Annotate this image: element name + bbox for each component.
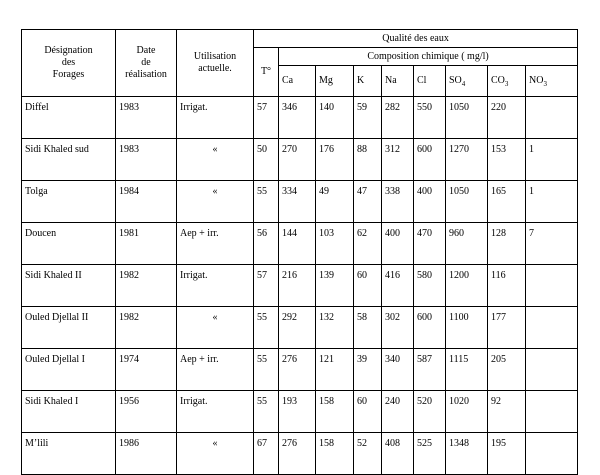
table-cell: 1050	[446, 181, 488, 223]
table-cell: 193	[279, 391, 316, 433]
table-cell: 144	[279, 223, 316, 265]
table-cell: 1100	[446, 307, 488, 349]
header-ion: $NO_3$	[526, 66, 578, 97]
table-cell: 1348	[446, 433, 488, 475]
table-cell: 57	[254, 265, 279, 307]
forage-name-cell: Sidi Khaled I	[22, 391, 116, 433]
table-cell: 195	[488, 433, 526, 475]
table-row	[22, 349, 578, 391]
header-composition: Composition chimique ( mg/l)	[279, 48, 578, 66]
table-row	[22, 181, 578, 223]
header-utilisation: Utilisation actuelle.	[177, 30, 254, 97]
table-cell	[526, 265, 578, 307]
table-cell: 62	[354, 223, 382, 265]
table-cell: «	[177, 433, 254, 475]
table-cell: 520	[414, 391, 446, 433]
table-cell: 140	[316, 97, 354, 139]
table-cell: 1986	[116, 433, 177, 475]
water-quality-table	[21, 29, 578, 475]
table-cell: 282	[382, 97, 414, 139]
table-cell: 52	[354, 433, 382, 475]
table-cell: 60	[354, 391, 382, 433]
table-cell: 177	[488, 307, 526, 349]
table-cell: 116	[488, 265, 526, 307]
table-cell: Aep + irr.	[177, 223, 254, 265]
table-cell: 176	[316, 139, 354, 181]
table-cell: 128	[488, 223, 526, 265]
table-cell: 1974	[116, 349, 177, 391]
table-cell: 400	[382, 223, 414, 265]
table-cell	[526, 307, 578, 349]
table-cell: 1	[526, 181, 578, 223]
table-cell: 340	[382, 349, 414, 391]
table-cell: 416	[382, 265, 414, 307]
table-cell: 55	[254, 391, 279, 433]
table-cell: 7	[526, 223, 578, 265]
table-cell: 587	[414, 349, 446, 391]
table-cell: 338	[382, 181, 414, 223]
table-cell: 1050	[446, 97, 488, 139]
header-ion: $CO_3$	[488, 66, 526, 97]
table-cell: 92	[488, 391, 526, 433]
table-cell	[526, 349, 578, 391]
table-cell: 525	[414, 433, 446, 475]
table-cell: Aep + irr.	[177, 349, 254, 391]
table-row	[22, 307, 578, 349]
header-qualite: Qualité des eaux	[254, 30, 578, 48]
table-cell: 400	[414, 181, 446, 223]
table-cell: 312	[382, 139, 414, 181]
table-cell: 302	[382, 307, 414, 349]
table-cell: 1982	[116, 265, 177, 307]
table-cell: 408	[382, 433, 414, 475]
table-cell: 276	[279, 349, 316, 391]
table-cell: 292	[279, 307, 316, 349]
table-cell: 47	[354, 181, 382, 223]
table-cell: 55	[254, 349, 279, 391]
table-cell: 1982	[116, 307, 177, 349]
table-cell: 50	[254, 139, 279, 181]
table-cell: 1270	[446, 139, 488, 181]
table-row	[22, 391, 578, 433]
forage-name-cell: Ouled Djellal I	[22, 349, 116, 391]
table-cell: 67	[254, 433, 279, 475]
table-cell: 88	[354, 139, 382, 181]
table-cell: 57	[254, 97, 279, 139]
table-cell: 103	[316, 223, 354, 265]
table-cell: 1984	[116, 181, 177, 223]
header-date: Date de réalisation	[116, 30, 177, 97]
table-cell: «	[177, 307, 254, 349]
table-cell: 153	[488, 139, 526, 181]
table-cell: 600	[414, 307, 446, 349]
table-cell	[526, 433, 578, 475]
table-cell: 121	[316, 349, 354, 391]
table-cell: 59	[354, 97, 382, 139]
table-cell: «	[177, 181, 254, 223]
table-cell: 276	[279, 433, 316, 475]
table-cell: 165	[488, 181, 526, 223]
forage-name-cell: Sidi Khaled II	[22, 265, 116, 307]
table-cell: 600	[414, 139, 446, 181]
table-cell: 1200	[446, 265, 488, 307]
table-cell: 1983	[116, 97, 177, 139]
table-cell: 220	[488, 97, 526, 139]
table-cell: 39	[354, 349, 382, 391]
table-cell: 580	[414, 265, 446, 307]
table-cell: 1115	[446, 349, 488, 391]
table-cell: 1	[526, 139, 578, 181]
table-cell: 58	[354, 307, 382, 349]
table-row	[22, 265, 578, 307]
table-row	[22, 97, 578, 139]
table-cell: 139	[316, 265, 354, 307]
table-row	[22, 223, 578, 265]
table-cell: 1983	[116, 139, 177, 181]
table-cell: 60	[354, 265, 382, 307]
table-cell: 240	[382, 391, 414, 433]
table-cell: 55	[254, 181, 279, 223]
table-cell: 56	[254, 223, 279, 265]
header-ion: K	[354, 66, 382, 97]
table-cell: 334	[279, 181, 316, 223]
table-cell: 205	[488, 349, 526, 391]
table-cell	[526, 391, 578, 433]
header-ion: Mg	[316, 66, 354, 97]
table-cell: Irrigat.	[177, 265, 254, 307]
header-ion: Na	[382, 66, 414, 97]
table-cell: Irrigat.	[177, 97, 254, 139]
forage-name-cell: M’lili	[22, 433, 116, 475]
table-cell: 132	[316, 307, 354, 349]
table-cell: 158	[316, 391, 354, 433]
header-temperature: T°	[254, 48, 279, 97]
table-cell: 1020	[446, 391, 488, 433]
table-cell: «	[177, 139, 254, 181]
header-ion: Cl	[414, 66, 446, 97]
table-cell: 550	[414, 97, 446, 139]
table-cell	[526, 97, 578, 139]
header-designation: Désignation des Forages	[22, 30, 116, 97]
table-cell: 470	[414, 223, 446, 265]
table-cell: 49	[316, 181, 354, 223]
forage-name-cell: Diffel	[22, 97, 116, 139]
table-cell: 216	[279, 265, 316, 307]
header-ion: Ca	[279, 66, 316, 97]
table-cell: 1981	[116, 223, 177, 265]
table-cell: 346	[279, 97, 316, 139]
table-cell: 1956	[116, 391, 177, 433]
header-ion: $SO_4$	[446, 66, 488, 97]
table-row	[22, 433, 578, 475]
table-cell: 55	[254, 307, 279, 349]
forage-name-cell: Sidi Khaled sud	[22, 139, 116, 181]
table-row	[22, 139, 578, 181]
table-cell: 158	[316, 433, 354, 475]
forage-name-cell: Tolga	[22, 181, 116, 223]
forage-name-cell: Ouled Djellal II	[22, 307, 116, 349]
table-cell: 270	[279, 139, 316, 181]
table-cell: Irrigat.	[177, 391, 254, 433]
forage-name-cell: Doucen	[22, 223, 116, 265]
table-cell: 960	[446, 223, 488, 265]
